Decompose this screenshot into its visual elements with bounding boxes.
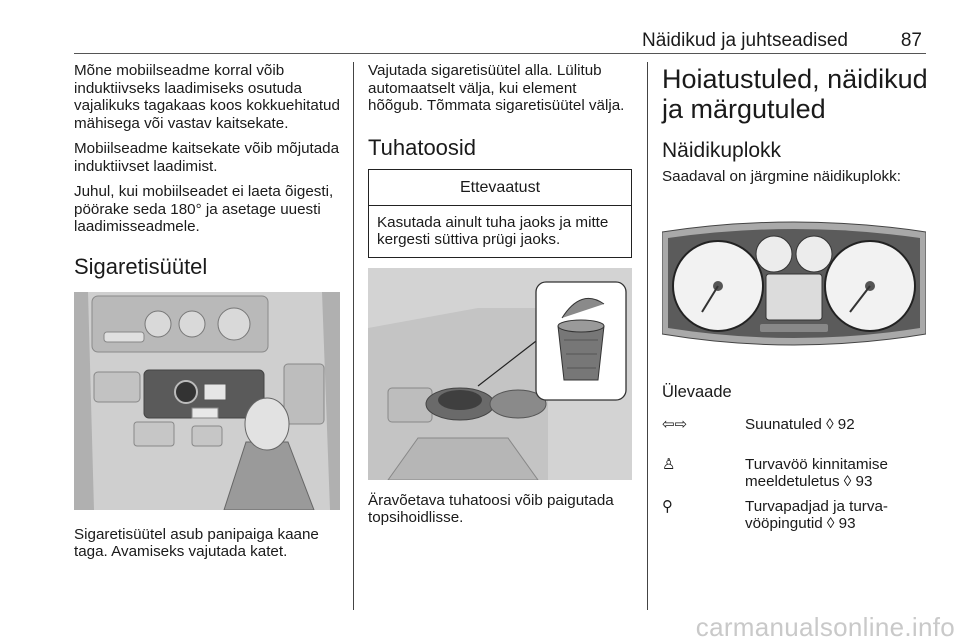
column-divider-right: [647, 62, 648, 610]
page-number: 87: [900, 30, 922, 51]
column-2: [368, 62, 634, 535]
overview-row-turn-signals: [662, 416, 928, 456]
heading-cigarette-lighter: Sigaretisüütel: [74, 253, 208, 279]
page-header: [74, 26, 926, 52]
turn-signal-icon: ⇦⇨: [662, 415, 688, 433]
heading-overview: Ülevaade: [662, 382, 732, 401]
caution-title: Ettevaatust: [369, 170, 631, 206]
paragraph-lighter-use: Vajutada sigaretisüütel alla. Lülitub automaatselt välja, kui element hõõgub. Tõmmata sigaretisüütel välja.: [368, 62, 625, 114]
seatbelt-icon: ♙: [662, 455, 676, 473]
paragraph-coil-cover: Mõne mobiilseadme korral võib induktiivseks laadimiseks osutuda vajalikuks tagakaas koos kokkuehitatud mähisega või vastav kaitsekate.: [74, 62, 340, 132]
caption-ashtray: Äravõetava tuhatoosi võib paigutada topsihoidlisse.: [368, 491, 614, 526]
overview-row-airbags: [662, 498, 928, 538]
cigarette-lighter-illustration: [74, 292, 340, 510]
heading-instrument-cluster: Näidikuplokk: [662, 139, 782, 162]
instrument-cluster-illustration: [662, 216, 926, 346]
paragraph-cover-effect: Mobiilseadme kaitsekate võib mõjutada induktiivset laadimist.: [74, 140, 340, 175]
caution-box: [368, 169, 632, 258]
overview-text: Turvapadjad ja turva-vööpingutid ◊ 93: [745, 497, 888, 532]
ashtray-illustration: [368, 268, 632, 480]
overview-row-seatbelt-reminder: [662, 456, 928, 498]
column-divider-left: [353, 62, 354, 610]
overview-text: Turvavöö kinnitamise meeldetuletus ◊ 93: [745, 455, 888, 490]
column-1: [74, 62, 340, 569]
caution-text: Kasutada ainult tuha jaoks ja mitte kergesti süttiva prügi jaoks.: [377, 213, 609, 248]
heading-ashtrays: Tuhatoosid: [368, 134, 477, 160]
heading-warning-lights: Hoiatustuled, näidikud ja märgutuled: [662, 64, 928, 124]
column-3: [662, 62, 928, 538]
caption-cigarette-lighter: Sigaretisüütel asub panipaiga kaane taga. Avamiseks vajutada katet.: [74, 525, 319, 560]
header-rule: [74, 53, 926, 54]
header-title: Näidikud ja juhtseadised: [642, 30, 848, 51]
watermark: carmanualsonline.info: [695, 612, 955, 642]
paragraph-cluster-intro: Saadaval on järgmine näidikuplokk:: [662, 168, 901, 185]
overview-text: Suunatuled ◊ 92: [745, 415, 855, 433]
airbag-icon: ⚲: [662, 497, 673, 515]
paragraph-rotate-device: Juhul, kui mobiilseadet ei laeta õigesti, pöörake seda 180° ja asetage uuesti laadimisseadmele.: [74, 183, 334, 235]
